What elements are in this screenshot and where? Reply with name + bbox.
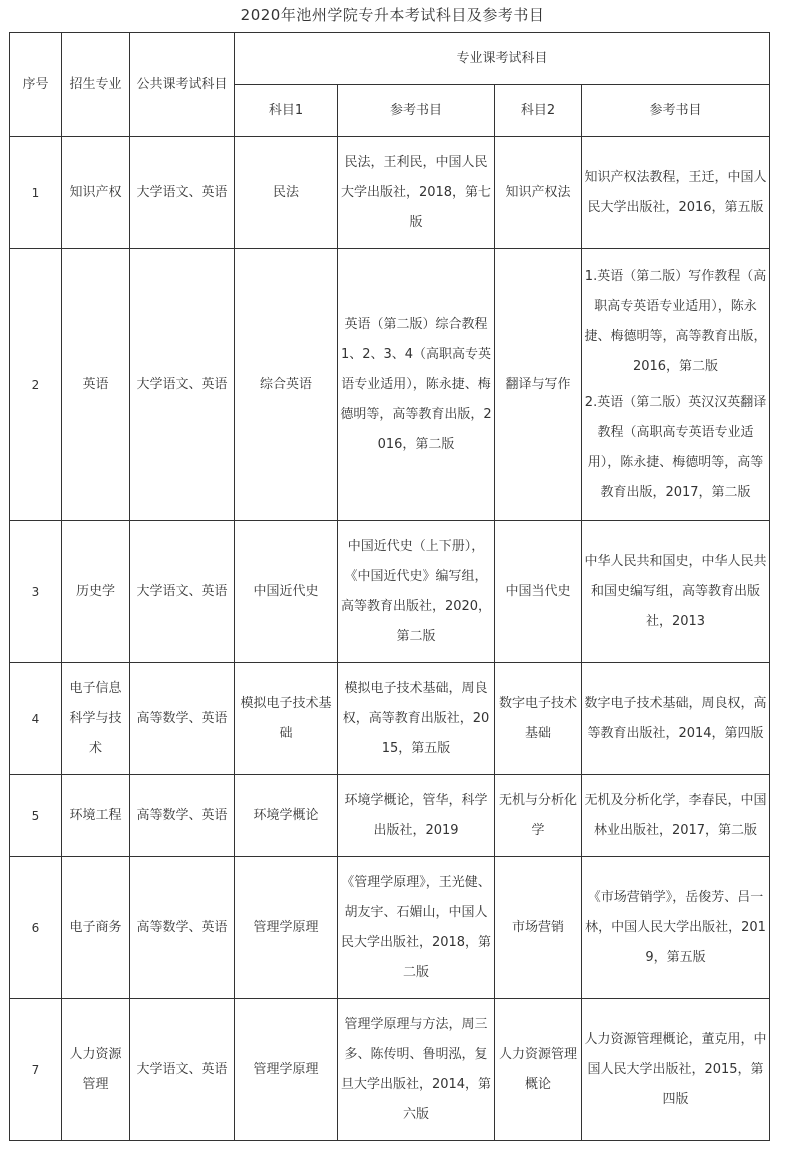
row-ref1: 民法，王利民，中国人民大学出版社，2018，第七版 [338,137,495,249]
reference-entry: 人力资源管理概论，董克用，中国人民大学出版社，2015，第四版 [584,1031,767,1107]
row-public-subjects: 高等数学、英语 [130,663,235,775]
row-ref2 [582,775,770,857]
row-public-subjects: 大学语文、英语 [130,521,235,663]
row-ref2 [582,521,770,663]
row-subject2: 市场营销 [495,857,582,999]
table-row [10,521,770,663]
row-public-subjects: 高等数学、英语 [130,857,235,999]
reference-entry: 中华人民共和国史，中华人民共和国史编写组，高等教育出版社，2013 [584,553,767,629]
reference-entry: 《市场营销学》，岳俊芳、吕一林，中国人民大学出版社，2019，第五版 [585,889,766,965]
reference-entry: 2.英语（第二版）英汉汉英翻译教程（高职高专英语专业适用），陈永捷、梅德明等，高等教育出版，2017，第二版 [584,394,767,500]
row-ref2 [582,249,770,521]
row-ref1: 中国近代史（上下册），《中国近代史》编写组，高等教育出版社，2020，第二版 [338,521,495,663]
row-ref2 [582,137,770,249]
row-public-subjects: 高等数学、英语 [130,775,235,857]
row-seq: 6 [10,857,62,999]
header-ref2: 参考书目 [582,85,770,137]
table-row [10,137,770,249]
row-major: 电子信息科学与技术 [62,663,130,775]
row-seq: 2 [10,249,62,521]
row-subject2: 中国当代史 [495,521,582,663]
header-subject2: 科目2 [495,85,582,137]
row-subject1: 模拟电子技术基础 [235,663,338,775]
row-major: 环境工程 [62,775,130,857]
row-ref1: 《管理学原理》，王光健、胡友宇、石媚山，中国人民大学出版社，2018，第二版 [338,857,495,999]
row-seq: 4 [10,663,62,775]
row-subject1: 管理学原理 [235,999,338,1141]
row-seq: 7 [10,999,62,1141]
page-title: 2020年池州学院专升本考试科目及参考书目 [240,6,545,24]
row-major: 知识产权 [62,137,130,249]
table-row [10,857,770,999]
row-major: 电子商务 [62,857,130,999]
row-seq: 5 [10,775,62,857]
row-subject2: 翻译与写作 [495,249,582,521]
row-major: 历史学 [62,521,130,663]
table-row [10,775,770,857]
row-ref2 [582,663,770,775]
row-public-subjects: 大学语文、英语 [130,137,235,249]
header-subject1: 科目1 [235,85,338,137]
row-ref1: 模拟电子技术基础，周良权，高等教育出版社，2015，第五版 [338,663,495,775]
row-seq: 3 [10,521,62,663]
row-ref1: 管理学原理与方法，周三多、陈传明、鲁明泓，复旦大学出版社，2014，第六版 [338,999,495,1141]
row-subject2: 人力资源管理概论 [495,999,582,1141]
table-row [10,999,770,1141]
row-subject2: 数字电子技术基础 [495,663,582,775]
table-row [10,663,770,775]
exam-subjects-table [9,32,770,1141]
row-major: 人力资源管理 [62,999,130,1141]
row-subject1: 民法 [235,137,338,249]
row-subject1: 环境学概论 [235,775,338,857]
row-major: 英语 [62,249,130,521]
row-ref1: 环境学概论，管华，科学出版社，2019 [338,775,495,857]
header-seq: 序号 [10,33,62,137]
row-ref2 [582,857,770,999]
header-ref1: 参考书目 [338,85,495,137]
header-public: 公共课考试科目 [130,33,235,137]
row-subject1: 管理学原理 [235,857,338,999]
reference-entry: 1.英语（第二版）写作教程（高职高专英语专业适用），陈永捷、梅德明等，高等教育出版，2016，第二版 [584,268,767,374]
table-row [10,249,770,521]
row-ref1: 英语（第二版）综合教程1、2、3、4（高职高专英语专业适用），陈永捷、梅德明等，高等教育出版，2016，第二版 [338,249,495,521]
row-ref2 [582,999,770,1141]
row-subject2: 无机与分析化学 [495,775,582,857]
row-public-subjects: 大学语文、英语 [130,999,235,1141]
header-major: 招生专业 [62,33,130,137]
reference-entry: 知识产权法教程，王迁，中国人民大学出版社，2016，第五版 [584,169,767,215]
reference-entry: 无机及分析化学，李春民，中国林业出版社，2017，第二版 [584,792,767,838]
row-subject1: 中国近代史 [235,521,338,663]
row-seq: 1 [10,137,62,249]
header-professional: 专业课考试科目 [235,33,770,85]
row-subject2: 知识产权法 [495,137,582,249]
row-subject1: 综合英语 [235,249,338,521]
reference-entry: 数字电子技术基础，周良权，高等教育出版社，2014，第四版 [584,695,767,741]
row-public-subjects: 大学语文、英语 [130,249,235,521]
